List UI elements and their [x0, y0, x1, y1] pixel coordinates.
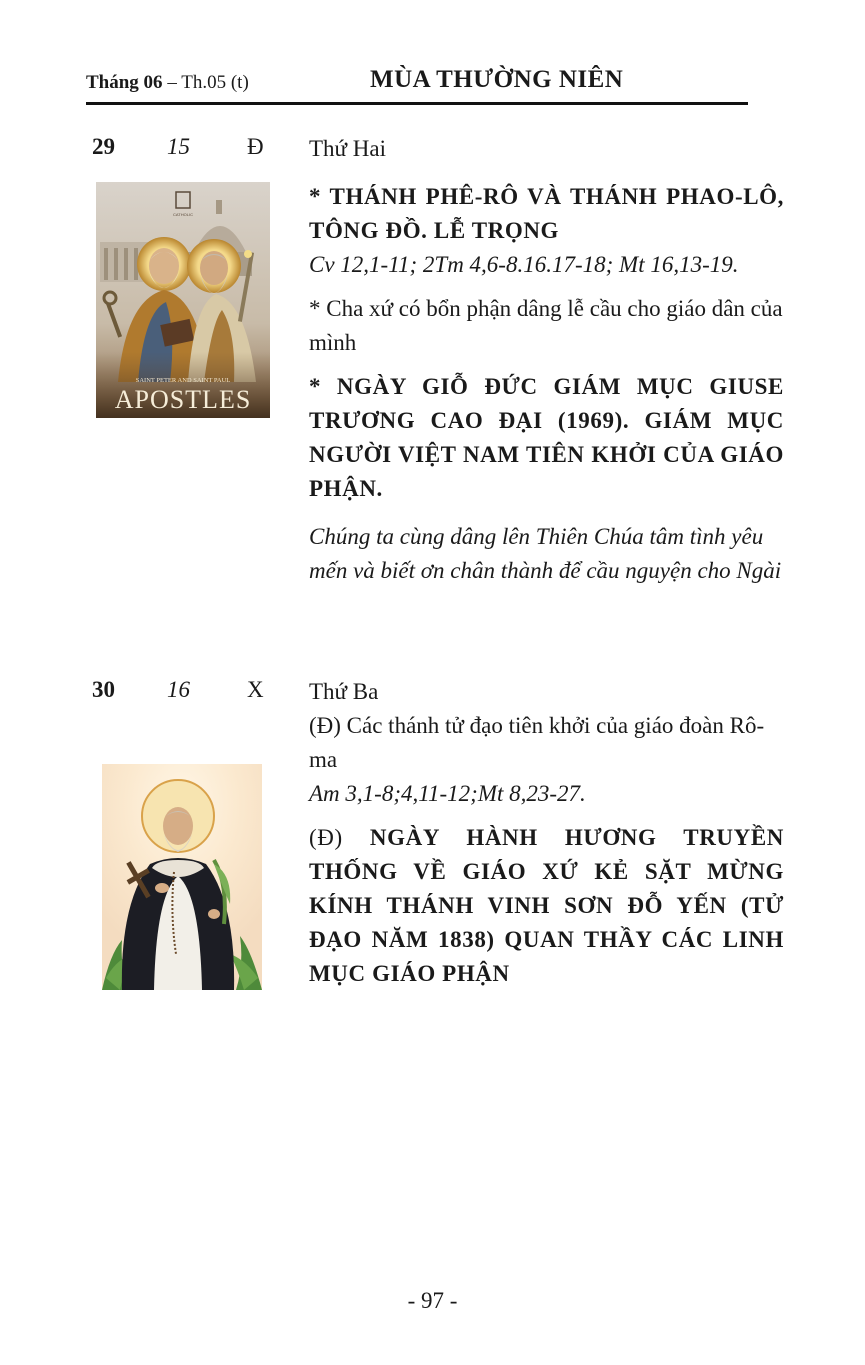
optional-memorial: (Đ) Các thánh tử đạo tiên khởi của giáo đoàn Rô-ma	[309, 713, 765, 772]
header-month-info	[86, 72, 249, 94]
header-divider	[86, 102, 748, 105]
readings: Am 3,1-8;4,11-12;Mt 8,23-27.	[309, 781, 586, 806]
day-number: 30	[92, 677, 115, 702]
saint-vinh-son-image	[102, 764, 262, 990]
header-dash: –	[162, 72, 182, 93]
pilgrimage-feast	[309, 821, 784, 991]
lunar-day: 16	[167, 677, 190, 702]
season-title: MÙA THƯỜNG NIÊN	[370, 66, 624, 93]
apostles-image	[96, 182, 270, 418]
prayer-text: Chúng ta cùng dâng lên Thiên Chúa tâm tình yêu mến và biết ơn chân thành để cầu nguyện cho Ngài	[309, 524, 782, 583]
day-number: 29	[92, 134, 115, 159]
entry-30-content	[309, 675, 784, 991]
liturgical-color: X	[247, 677, 264, 702]
header-month-label: Tháng 06	[86, 72, 163, 93]
weekday: Thứ Ba	[309, 679, 379, 704]
image-caption-small: SAINT PETER AND SAINT PAUL	[135, 377, 231, 384]
entry-29-content	[309, 132, 784, 588]
logo-text: CATHOLIC	[173, 212, 193, 217]
pilgrimage-feast-text: NGÀY HÀNH HƯƠNG TRUYỀN THỐNG VỀ GIÁO XỨ KẺ SẶT MỪNG KÍNH THÁNH VINH SƠN ĐỖ YẾN (TỬ ĐẠO NĂM 1838) QUAN THẦY CÁC LINH MỤC GIÁO PHẬN	[309, 825, 784, 986]
page-number: - 97 -	[407, 1288, 458, 1313]
pastoral-note: * Cha xứ có bổn phận dâng lễ cầu cho giáo dân của mình	[309, 296, 783, 355]
weekday: Thứ Hai	[309, 136, 386, 161]
liturgical-color: Đ	[247, 134, 264, 159]
header-lunar-month: Th.05 (t)	[181, 72, 249, 93]
feast-title: * THÁNH PHÊ-RÔ VÀ THÁNH PHAO-LÔ, TÔNG ĐỒ. LỄ TRỌNG	[309, 184, 784, 243]
anniversary-title: * NGÀY GIỖ ĐỨC GIÁM MỤC GIUSE TRƯƠNG CAO ĐẠI (1969). GIÁM MỤC NGƯỜI VIỆT NAM TIÊN KHỞI CỦA GIÁO PHẬN.	[309, 374, 784, 501]
page-header	[86, 64, 748, 104]
peter-paul-illustration	[96, 182, 270, 418]
readings: Cv 12,1-11; 2Tm 4,6-8.16.17-18; Mt 16,13-19.	[309, 252, 739, 277]
saint-vincent-illustration	[102, 764, 262, 990]
feast-color-prefix: (Đ)	[309, 825, 370, 850]
image-caption-large: APOSTLES	[114, 385, 252, 414]
lunar-day: 15	[167, 134, 190, 159]
